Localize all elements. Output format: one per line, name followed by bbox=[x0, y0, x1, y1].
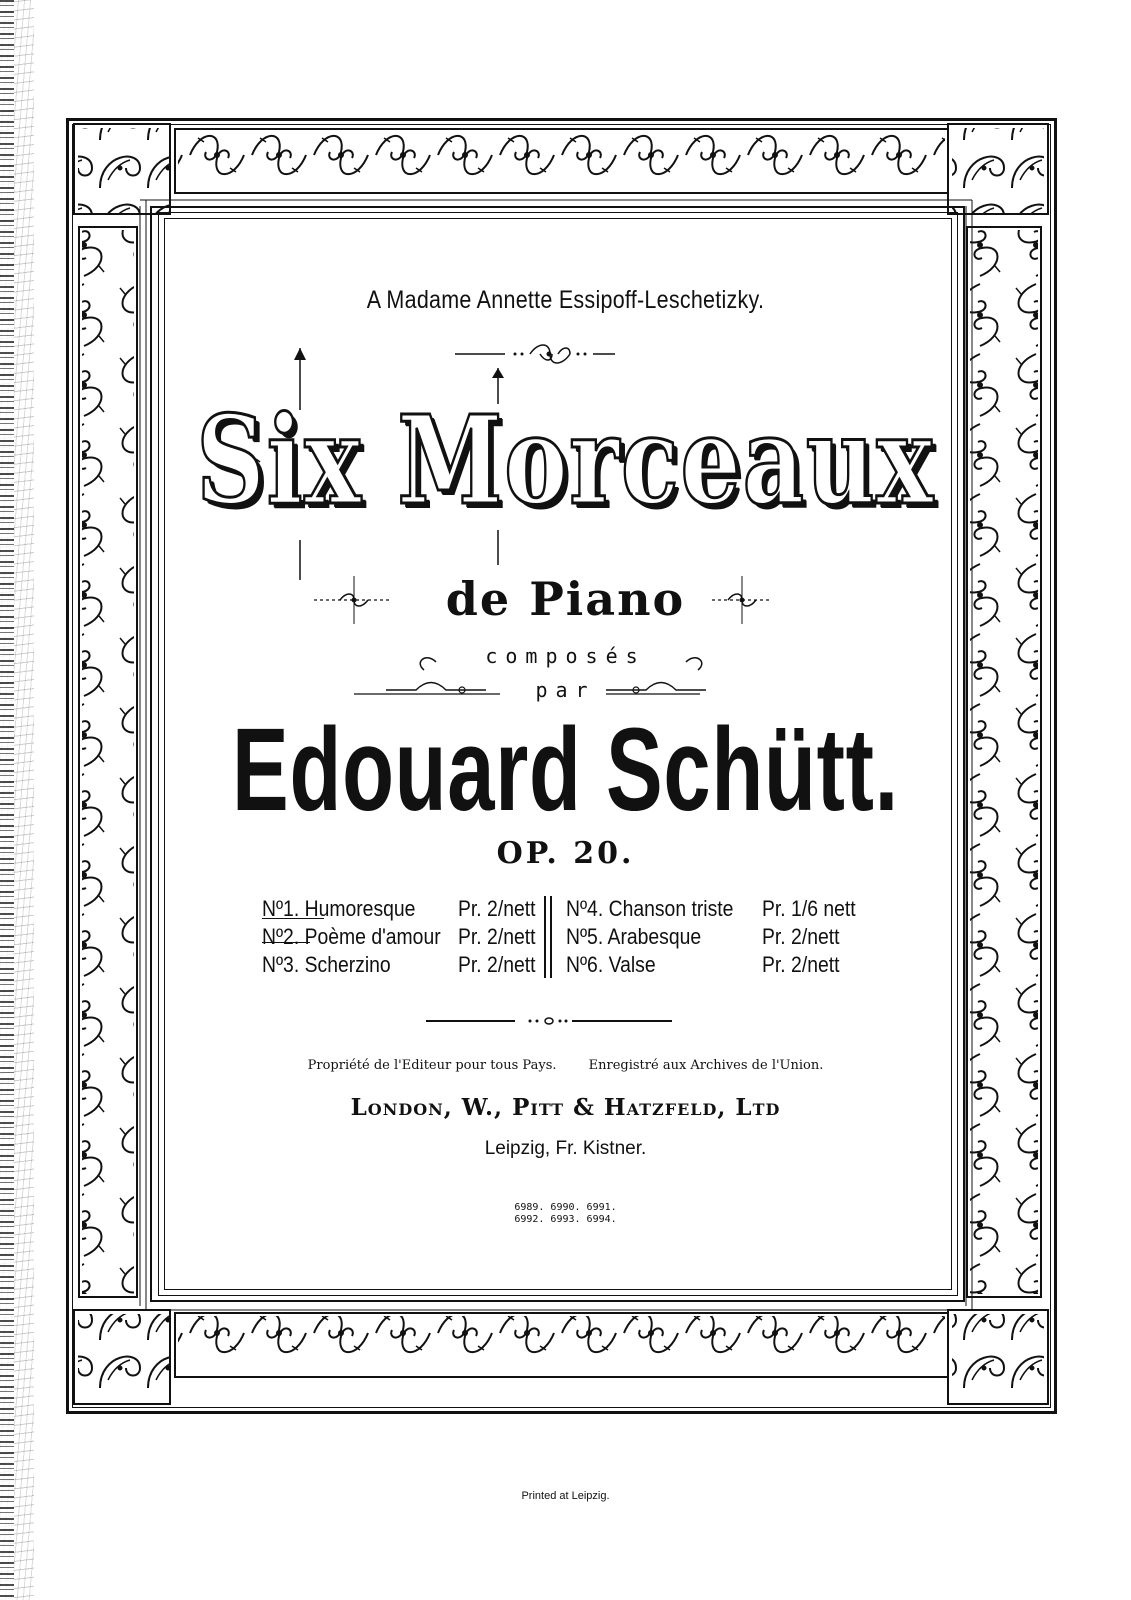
piece-number: Nº5. bbox=[566, 924, 604, 949]
piece-number: Nº4. bbox=[566, 896, 604, 921]
piece-entry bbox=[262, 952, 391, 978]
piece-name: Humoresque bbox=[304, 896, 416, 921]
plate-line: 6992. 6993. 6994. bbox=[514, 1214, 617, 1225]
piece-price: Pr. 2/nett bbox=[458, 924, 536, 949]
piece-entry bbox=[262, 924, 441, 950]
piece-name: Chanson triste bbox=[608, 896, 734, 921]
column-separator bbox=[544, 896, 552, 978]
subtitle: de Piano bbox=[445, 572, 686, 626]
vignette-top bbox=[455, 345, 615, 363]
piece-number: Nº6. bbox=[566, 952, 604, 977]
piece-name: Poème d'amour bbox=[304, 924, 441, 949]
property-notice: Propriété de l'Editeur pour tous Pays. bbox=[307, 1058, 557, 1073]
piece-entry bbox=[566, 952, 656, 978]
plate-line: 6989. 6990. 6991. bbox=[514, 1202, 617, 1213]
piece-number: Nº1. bbox=[262, 896, 300, 921]
piece-name: Scherzino bbox=[304, 952, 391, 977]
piece-entry bbox=[262, 896, 415, 922]
piece-entry bbox=[566, 924, 701, 950]
composer-name: Edouard Schütt. bbox=[232, 704, 899, 836]
by-label: par bbox=[535, 678, 596, 702]
piece-number: Nº2. bbox=[262, 924, 300, 949]
dedication: A Madame Annette Essipoff-Leschetizky. bbox=[366, 286, 765, 314]
page-title: Six Morceaux bbox=[196, 388, 935, 532]
rights-notice bbox=[0, 1058, 1131, 1073]
piece-list bbox=[262, 894, 882, 990]
piece-price: Pr. 1/6 nett bbox=[762, 896, 856, 921]
piece-number: Nº3. bbox=[262, 952, 300, 977]
divider-rule bbox=[426, 1018, 672, 1024]
piece-name: Valse bbox=[608, 952, 656, 977]
composed-label: composés bbox=[485, 644, 646, 668]
piece-entry bbox=[566, 896, 733, 922]
piece-price: Pr. 2/nett bbox=[762, 952, 840, 977]
printed-note: Printed at Leipzig. bbox=[521, 1490, 610, 1502]
plate-numbers bbox=[0, 1202, 1131, 1226]
piece-price: Pr. 2/nett bbox=[762, 924, 840, 949]
piece-price: Pr. 2/nett bbox=[458, 896, 536, 921]
piece-name: Arabesque bbox=[607, 924, 702, 949]
piece-price: Pr. 2/nett bbox=[458, 952, 536, 977]
opus-number: OP. 20. bbox=[496, 836, 635, 871]
publisher-city: Leipzig, Fr. Kistner. bbox=[484, 1138, 647, 1159]
publisher: London, W., Pitt & Hatzfeld, Ltd bbox=[350, 1094, 781, 1121]
registration-notice: Enregistré aux Archives de l'Union. bbox=[588, 1058, 824, 1073]
